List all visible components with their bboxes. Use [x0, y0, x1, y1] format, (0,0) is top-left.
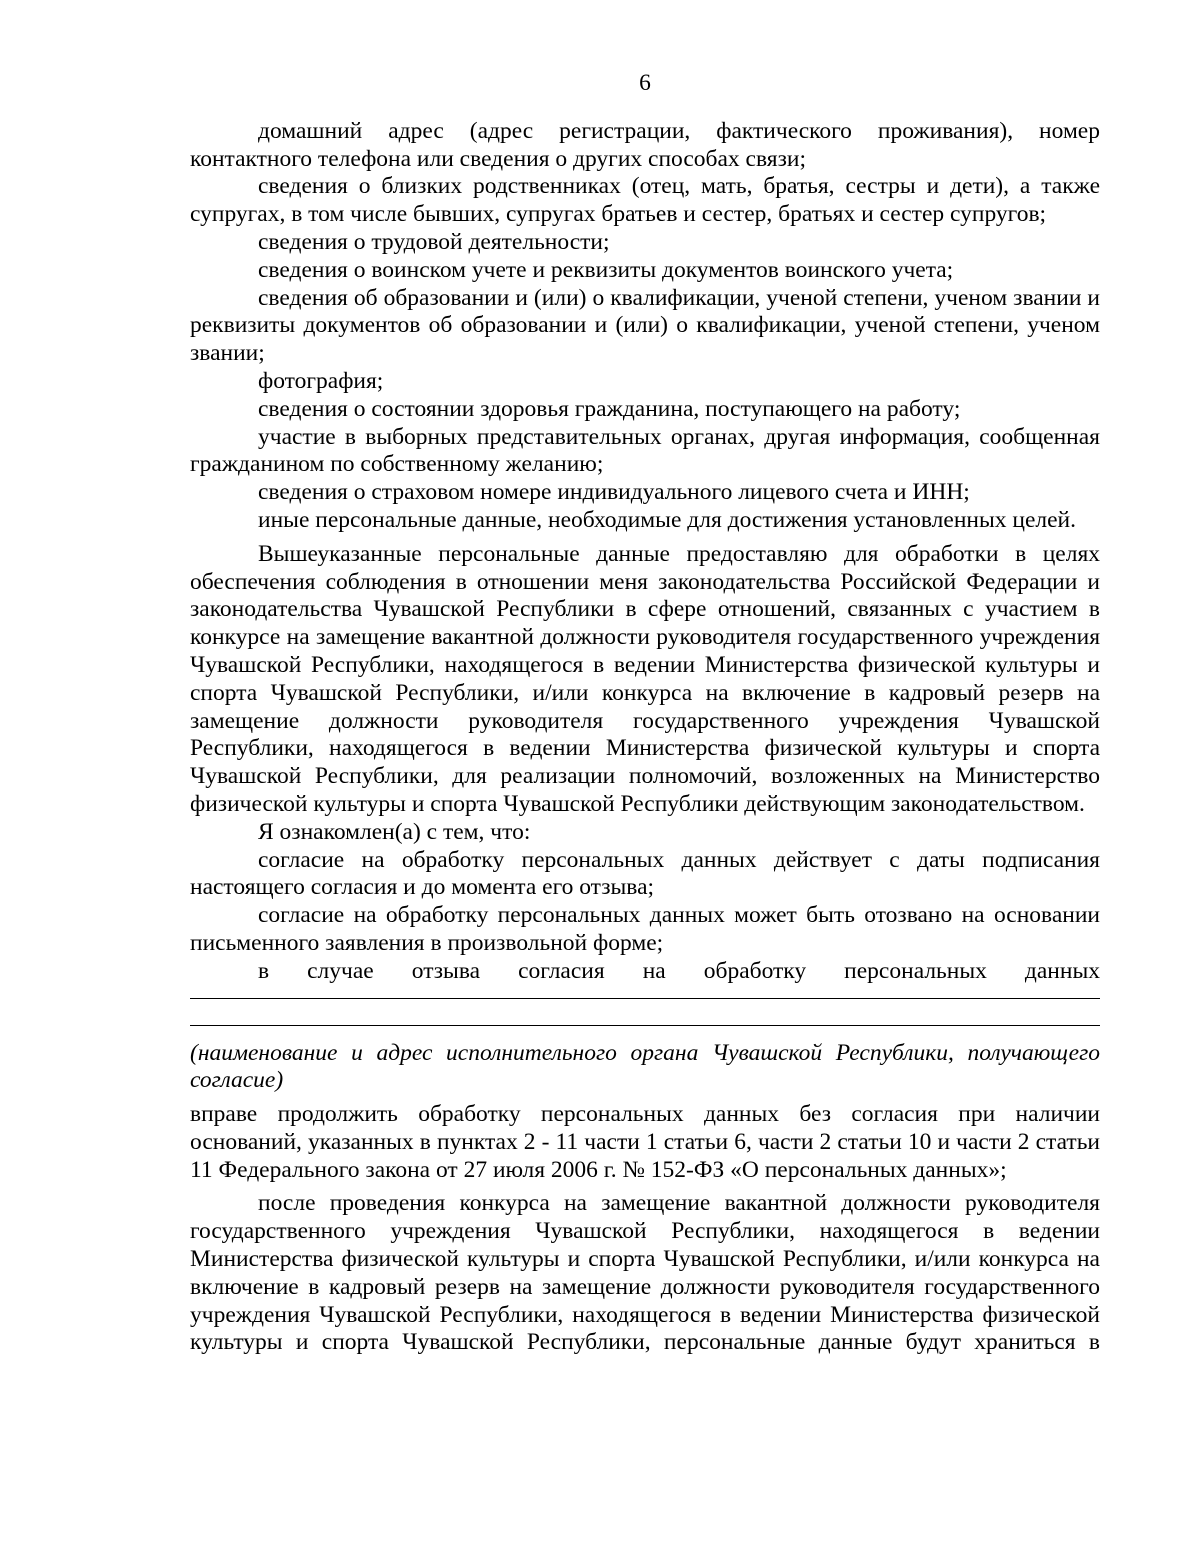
- paragraph-education: сведения об образовании и (или) о квалификации, ученой степени, ученом звании и реквизиты документов об образовании и (или) о квалификации, ученой степени, ученом звании;: [190, 284, 1100, 367]
- paragraph-acknowledged: Я ознакомлен(а) с тем, что:: [258, 818, 531, 845]
- blank-caption: (наименование и адрес исполнительного органа Чувашской Республики, получающего согласие): [190, 1039, 1100, 1094]
- paragraph-work: сведения о трудовой деятельности;: [258, 228, 610, 255]
- blank-line-1: [190, 998, 1100, 999]
- paragraph-relatives: сведения о близких родственниках (отец, мать, братья, сестры и дети), а также супругах, в том числе бывших, супругах братьев и сестер, братьях и сестер супругов;: [190, 173, 1100, 228]
- paragraph-other-data: иные персональные данные, необходимые для достижения установленных целей.: [258, 506, 1077, 533]
- paragraph-consent-withdrawal: согласие на обработку персональных данных может быть отозвано на основании письменного заявления в произвольной форме;: [190, 902, 1100, 956]
- page-number: 6: [639, 70, 651, 96]
- paragraph-withdrawal-case: в случае отзыва согласия на обработку персональных данных: [258, 957, 1100, 984]
- paragraph-military: сведения о воинском учете и реквизиты документов воинского учета;: [258, 256, 954, 283]
- blank-line-2: [190, 1025, 1100, 1026]
- paragraph-health: сведения о состоянии здоровья гражданина, поступающего на работу;: [258, 395, 961, 422]
- blank-fill-lines: [190, 998, 1100, 1026]
- paragraph-consent-validity: согласие на обработку персональных данных действует с даты подписания настоящего согласия и до момента его отзыва;: [190, 846, 1100, 901]
- document-page: [190, 70, 1100, 1357]
- paragraph-elections: участие в выборных представительных органах, другая информация, сообщенная гражданином по собственному желанию;: [190, 423, 1100, 478]
- paragraph-insurance: сведения о страховом номере индивидуального лицевого счета и ИНН;: [258, 479, 970, 506]
- paragraph-continuation: вправе продолжить обработку персональных данных без согласия при наличии оснований, указанных в пунктах 2 - 11 части 1 статьи 6, части 2 статьи 10 и части 2 статьи 11 Федерального закона от 27 июля 2006 г. № 152-ФЗ «О персональных данных»;: [190, 1101, 1100, 1183]
- paragraph-purpose: Вышеуказанные персональные данные предоставляю для обработки в целях обеспечения соблюдения в отношении меня законодательства Российской Федерации и законодательства Чувашской Республики в сфере отношений, связанных с участием в конкурсе на замещение вакантной должности руководителя государственного учреждения Чувашской Республики, находящегося в ведении Министерства физической культуры и спорта Чувашской Республики, и/или конкурса на включение в кадровый резерв на замещение должности руководителя государственного учреждения Чувашской Республики, находящегося в ведении Министерства физической культуры и спорта Чувашской Республики, для реализации полномочий, возложенных на Министерство физической культуры и спорта Чувашской Республики действующим законодательством.: [190, 540, 1100, 817]
- paragraph-home-address: домашний адрес (адрес регистрации, фактического проживания), номер контактного телефона или сведения о других способах связи;: [190, 117, 1100, 172]
- paragraph-photo: фотография;: [258, 367, 384, 394]
- paragraph-after-contest: после проведения конкурса на замещение вакантной должности руководителя государственного учреждения Чувашской Республики, находящегося в ведении Министерства физической культуры и спорта Чувашской Республики, и/или конкурса на включение в кадровый резерв на замещение должности руководителя государственного учреждения Чувашской Республики, находящегося в ведении Министерства физической культуры и спорта Чувашской Республики, персональные данные будут храниться в: [190, 1190, 1100, 1356]
